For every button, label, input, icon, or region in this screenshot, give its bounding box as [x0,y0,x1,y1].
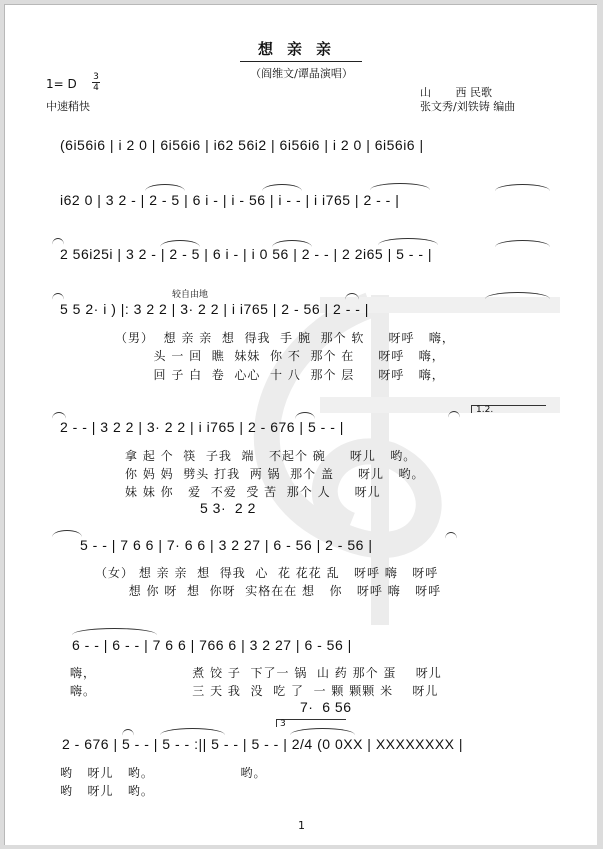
lyrics-line: 妹 妹 你 爱 不爱 受 苦 那个 人 呀儿 [125,485,381,499]
slur [345,293,359,300]
volta-bracket [276,719,277,727]
volta-bracket-line [276,719,346,720]
lyrics-line: 哟 呀儿 哟。 [60,784,154,798]
slur [145,184,185,191]
singers: （阎维文/谭晶演唱） [250,67,353,80]
slur [72,628,157,635]
system-6-notes: 5 - - | 7 6 6 | 7· 6 6 | 3 2 27 | 6 - 56 | 2 - 56 | [80,537,373,553]
lyrics-line: 嗨， 煮 饺 子 下了一 锅 山 药 那个 蛋 呀儿 [70,666,442,680]
arranger-label: 张文秀/刘铁铸 编曲 [420,100,516,113]
origin-label: 山 西 民歌 [420,86,492,99]
slur [52,412,66,419]
slur [485,292,550,299]
slur [495,240,550,247]
time-signature-bottom: 4 [93,83,99,93]
slur [495,184,550,191]
system-5-notes: 2 - - | 3 2 2 | 3· 2 2 | i i765 | 2 - 676 | 5 - - | [60,419,344,435]
lyrics-line: （男） 想 亲 亲 想 得我 手 腕 那个 软 呀呼 嗨， [115,331,455,345]
slur [445,532,457,539]
slur [370,183,430,190]
system-4-notes: 5 5 2· i ) |: 3 2 2 | 3· 2 2 | i i765 | 2 - 56 | 2 - - | [60,301,369,317]
key-signature: 1= D [46,77,77,91]
volta-label: 1.2. [476,405,494,415]
tempo-marking: 中速稍快 [46,100,90,113]
lyrics-line: 头 一 回 瞧 妹妹 你 不 那个 在 呀呼 嗨， [115,349,445,363]
system-3-notes: 2 56i25i | 3 2 - | 2 - 5 | 6 i - | i 0 56 | 2 - - | 2 2i65 | 5 - - | [60,246,433,262]
system-8-notes: 2 - 676 | 5 - - | 5 - - :|| 5 - - | 5 - - | 2/4 (0 0XX | XXXXXXXX | [62,736,464,752]
alternate-notes: 7· 6 56 [300,699,352,715]
alternate-notes: 5 3· 2 2 [200,500,256,516]
slur [262,184,302,191]
page-number: 1 [298,819,305,832]
slur [160,728,225,735]
lyrics-line: 哟 呀儿 哟。 哟。 [60,766,267,780]
slur [52,293,64,300]
system-7-notes: 6 - - | 6 - - | 7 6 6 | 766 6 | 3 2 27 | 6 - 56 | [72,637,352,653]
lyrics-line: （女） 想 亲 亲 想 得我 心 花 花花 乱 呀呼 嗨 呀呼 [95,566,439,580]
song-title: 想亲亲 [257,40,345,58]
lyrics-line: 你 妈 妈 劈头 打我 两 锅 那个 盖 呀儿 哟。 [125,467,425,481]
volta-bracket [471,405,472,413]
slur [290,728,355,735]
system-1-notes: (6i56i6 | i 2 0 | 6i56i6 | i62 56i2 | 6i56i6 | i 2 0 | 6i56i6 | [60,137,424,153]
slur [448,411,460,418]
slur [122,729,134,736]
system-2-notes: i62 0 | 3 2 - | 2 - 5 | 6 i - | i - 56 | i - - | i i765 | 2 - - | [60,192,400,208]
title-underline [240,61,362,62]
time-signature [92,72,100,93]
lyrics-line: 想 你 呀 想 你呀 实格在在 想 你 呀呼 嗨 呀呼 [95,584,442,598]
slur [295,412,315,419]
slur [52,238,64,245]
lyrics-line: 嗨。 三 天 我 没 吃 了 一 颗 颗颗 米 呀儿 [70,684,439,698]
lyrics-line: 拿 起 个 筷 子我 端 不起个 碗 呀儿 哟。 [125,449,417,463]
volta-label: 3 [280,719,286,729]
lyrics-line: 回 子 白 卷 心心 十 八 那个 层 呀呼 嗨， [115,368,445,382]
time-signature-top: 3 [93,72,99,82]
tempo-annotation: 较自由地 [172,290,209,300]
slur [52,530,82,537]
slur [378,238,438,245]
